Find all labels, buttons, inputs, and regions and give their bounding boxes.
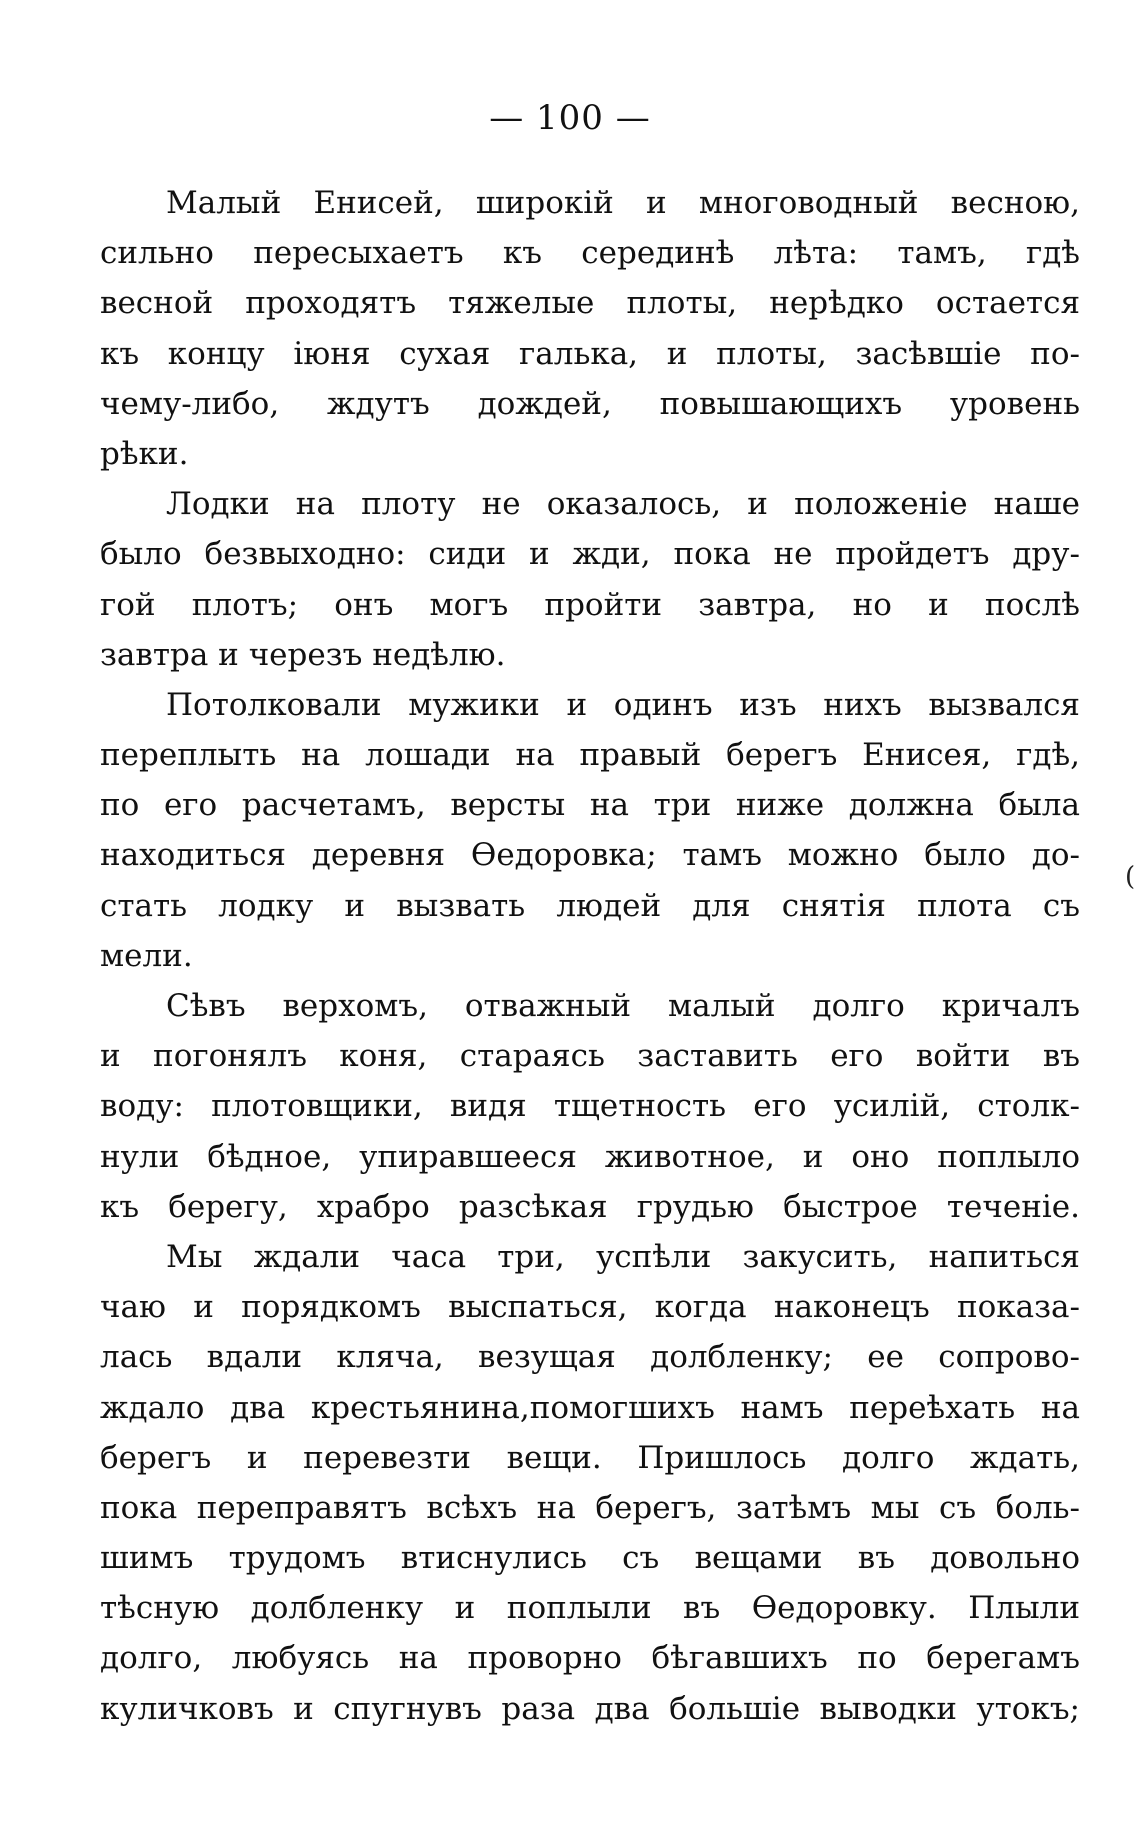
body-text: [100, 178, 1080, 1734]
text-line: гой плотъ; онъ могъ пройти завтра, но и послѣ: [100, 586, 1080, 623]
text-line: берегъ и перевезти вещи. Пришлось долго ждать,: [100, 1439, 1080, 1476]
text-line: пока переправятъ всѣхъ на берегъ, затѣмъ мы съ боль-: [100, 1489, 1080, 1526]
text-line: Сѣвъ верхомъ, отважный малый долго кричалъ: [166, 988, 1080, 1024]
text-line: Потолковали мужики и одинъ изъ нихъ вызвался: [166, 686, 1080, 723]
text-line: и погонялъ коня, стараясь заставить его войти въ: [100, 1038, 1080, 1075]
text-line: воду: плотовщики, видя тщетность его усилій, столк-: [100, 1088, 1080, 1125]
text-line: нули бѣдное, упиравшееся животное, и оно поплыло: [100, 1138, 1080, 1175]
text-line: къ концу іюня сухая галька, и плоты, засѣвшіе по-: [100, 335, 1080, 372]
text-line: мели.: [100, 937, 193, 974]
text-line: находиться деревня Ѳедоровка; тамъ можно было до-: [100, 837, 1080, 874]
text-line: долго, любуясь на проворно бѣгавшихъ по берегамъ: [100, 1640, 1080, 1677]
text-line: шимъ трудомъ втиснулись съ вещами въ довольно: [100, 1540, 1080, 1577]
text-line: Лодки на плоту не оказалось, и положеніе наше: [166, 486, 1080, 523]
text-line: весной проходятъ тяжелые плоты, нерѣдко остается: [100, 285, 1080, 322]
text-line: лась вдали кляча, везущая долбленку; ее сопрово-: [100, 1339, 1080, 1376]
text-line: тѣсную долбленку и поплыли въ Ѳедоровку. Плыли: [100, 1590, 1080, 1627]
text-line: было безвыходно: сиди и жди, пока не пройдетъ дру-: [100, 536, 1080, 573]
text-line: чаю и порядкомъ выспаться, когда наконецъ показа-: [100, 1289, 1080, 1326]
page-number: — 100 —: [489, 98, 651, 138]
text-line: къ берегу, храбро разсѣкая грудью быстрое теченіе.: [100, 1188, 1080, 1225]
text-line: рѣки.: [100, 435, 189, 472]
text-line: куличковъ и спугнувъ раза два большіе выводки утокъ;: [100, 1690, 1080, 1727]
text-line: переплыть на лошади на правый берегъ Енисея, гдѣ,: [100, 737, 1080, 774]
text-line: стать лодку и вызвать людей для снятія плота съ: [100, 887, 1080, 924]
text-line: сильно пересыхаетъ къ серединѣ лѣта: тамъ, гдѣ: [100, 235, 1080, 272]
text-line: Мы ждали часа три, успѣли закусить, напиться: [166, 1238, 1080, 1275]
text-line: по его расчетамъ, версты на три ниже должна была: [100, 787, 1080, 824]
text-line: завтра и черезъ недѣлю.: [100, 636, 506, 673]
text-line: ждало два крестьянина,помогшихъ намъ переѣхать на: [100, 1389, 1080, 1426]
text-line: Малый Енисей, широкій и многоводный весною,: [166, 185, 1080, 221]
text-line: чему-либо, ждутъ дождей, повышающихъ уровень: [100, 385, 1080, 422]
margin-mark: (: [1125, 862, 1136, 892]
